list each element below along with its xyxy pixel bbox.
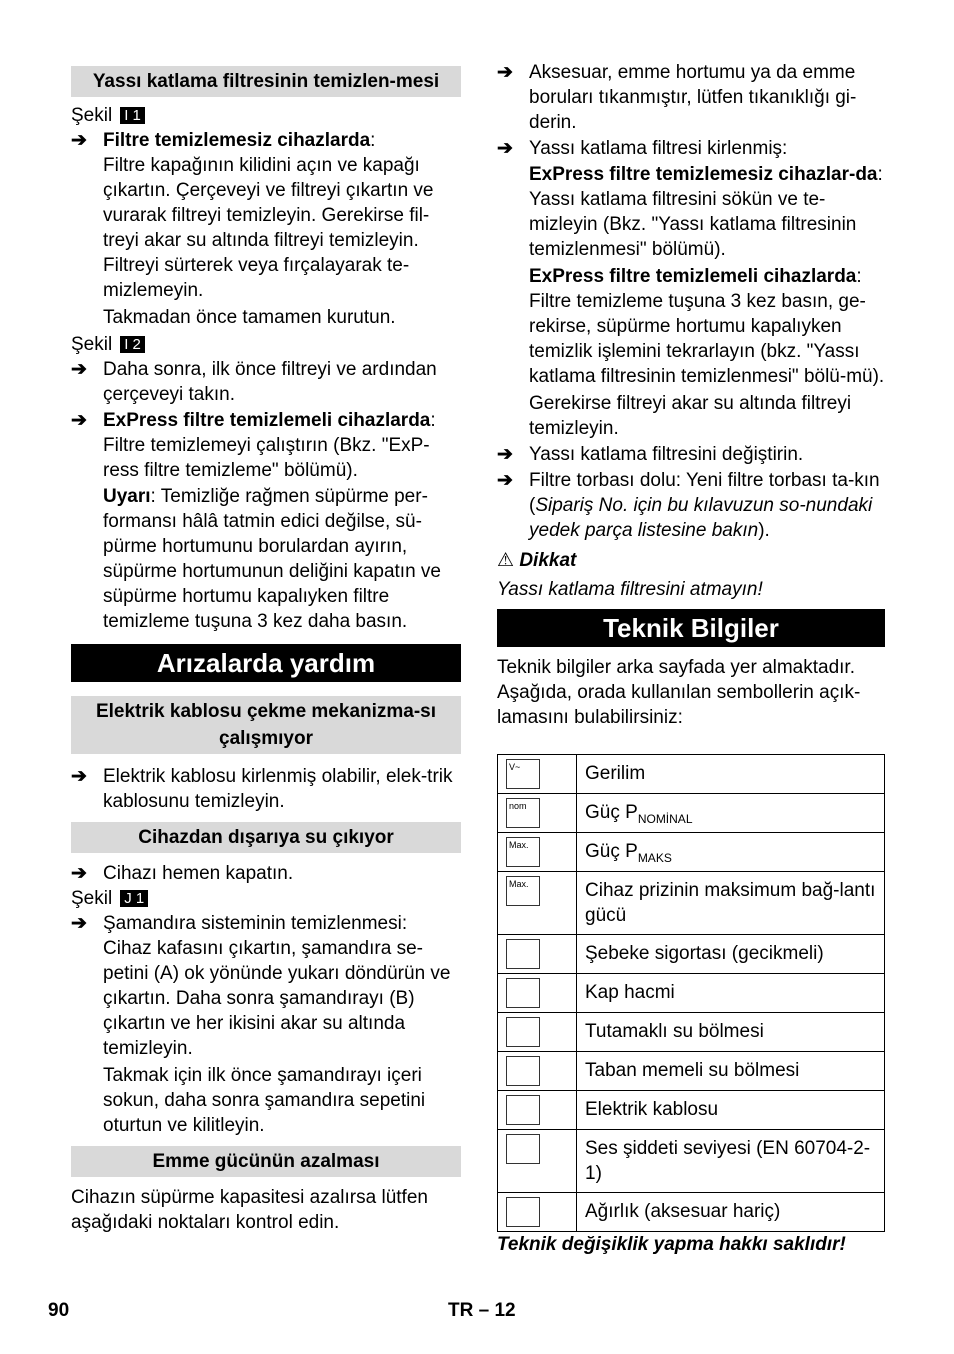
table-row	[498, 935, 885, 974]
container-icon	[506, 978, 540, 1008]
symbol-table	[497, 754, 885, 1232]
footnote	[497, 1232, 885, 1257]
list-item	[71, 911, 461, 936]
paragraph	[497, 162, 885, 262]
paragraph: Cihazın süpürme kapasitesi azalırsa lütfen aşağıdaki noktaları kontrol edin.	[71, 1187, 428, 1233]
item-bold: Filtre temizlemesiz cihazlarda	[103, 130, 371, 151]
list-item: ➔ Filtre temizlemesiz cihazlarda:	[71, 130, 376, 151]
symbol-description	[577, 1130, 885, 1193]
list-item	[71, 357, 461, 407]
arrow-right-icon: ➔	[71, 410, 87, 431]
symbol-description	[577, 755, 885, 794]
symbol-cell	[498, 755, 577, 794]
socket-max-icon	[506, 876, 540, 906]
paragraph: Teknik bilgiler arka sayfada yer almaktadır. Aşağıda, orada kullanılan sembollerin açık-lamasını bulabilirsiniz:	[497, 657, 861, 728]
arrow-right-icon: ➔	[71, 359, 87, 380]
water-floor-nozzle-icon	[506, 1056, 540, 1086]
symbol-subscript: MAKS	[637, 850, 672, 865]
warning-text: : Temizliğe rağmen süpürme per-formansı hâlâ tatmin edici değilse, sü-pürme hortumunu borulardan ayırın, süpürme hortumunun deliğini kapatın ve süpürme hortumu kapalıyken filtre temizleme tuşuna 3 kez daha basın.	[103, 486, 441, 632]
heading-suction-loss: Emme gücünün azalması	[71, 1146, 461, 1177]
symbol-cell	[498, 1091, 577, 1130]
power-nominal-icon	[506, 798, 540, 828]
item-italic: Sipariş No. için bu kılavuzun so-nundaki yedek parça listesine bakın	[529, 495, 873, 541]
arrow-right-icon: ➔	[71, 130, 87, 151]
icon-text: V~	[509, 762, 521, 772]
footnote-text: Teknik değişiklik yapma hakkı saklıdır!	[497, 1234, 846, 1255]
symbol-label: Kap hacmi	[585, 982, 675, 1003]
item-text: Aksesuar, emme hortumu ya da emme boruları tıkanmıştır, lütfen tıkanıklığı gi-derin.	[529, 62, 857, 133]
symbol-description	[577, 1091, 885, 1130]
item-text: Şamandıra sisteminin temizlenmesi:	[103, 913, 408, 934]
power-max-icon	[506, 837, 540, 867]
symbol-description	[577, 974, 885, 1013]
symbol-label: Güç P	[585, 841, 638, 862]
symbol-cell	[498, 833, 577, 872]
list-item	[497, 60, 885, 135]
item-text: Cihazı hemen kapatın.	[103, 863, 294, 884]
item-text: Elektrik kablosu kirlenmiş olabilir, elek-trik kablosunu temizleyin.	[103, 766, 453, 812]
arrow-right-icon: ➔	[71, 863, 87, 884]
paragraph: Cihaz kafasını çıkartın, şamandıra se-petini (A) ok yönünde yukarı döndürün ve çıkartın. Daha sonra şamandırayı (B) çıkartın ve her ikisini akar su altında temizleyin.	[103, 938, 451, 1059]
table-row	[498, 872, 885, 935]
paragraph: Gerekirse filtreyi akar su altında filtreyi temizleyin.	[529, 393, 852, 439]
symbol-cell	[498, 974, 577, 1013]
table-row	[498, 974, 885, 1013]
arrow-right-icon: ➔	[497, 470, 513, 491]
symbol-label: Şebeke sigortası (gecikmeli)	[585, 943, 824, 964]
item-text: : Yassı katlama filtresini sökün ve te-mizleyin (Bkz. "Yassı katlama filtresinin temizlenmesi" bölümü).	[529, 164, 883, 260]
caution-title	[497, 548, 885, 573]
symbol-description	[577, 794, 885, 833]
caution-label: Dikkat	[519, 550, 577, 571]
item-bold: ExPress filtre temizlemesiz cihazlar-da	[529, 164, 878, 185]
table-row	[498, 755, 885, 794]
symbol-label: Ses şiddeti seviyesi (EN 60704-2-1)	[585, 1138, 871, 1184]
symbol-cell	[498, 1052, 577, 1091]
right-column	[497, 60, 885, 1257]
list-item	[497, 442, 885, 467]
symbol-label: Güç P	[585, 802, 638, 823]
figure-label: Şekil	[71, 105, 113, 126]
list-item: ➔ ExPress filtre temizlemeli cihazlarda: Filtre temizlemeyi çalıştırın (Bkz. "ExP-ress filtre temizleme" bölümü).	[71, 410, 436, 481]
figure-label: Şekil	[71, 888, 113, 909]
heading-cable-rewind: Elektrik kablosu çekme mekanizma-sı çalışmıyor	[71, 696, 461, 754]
symbol-label: Tutamaklı su bölmesi	[585, 1021, 764, 1042]
symbol-description	[577, 1052, 885, 1091]
paragraph: Takmadan önce tamamen kurutun.	[103, 307, 396, 328]
figure-ref-i1	[71, 103, 461, 128]
paragraph: Takmak için ilk önce şamandırayı içeri sokun, daha sonra şamandıra sepetini oturtun ve kilitleyin.	[103, 1065, 426, 1136]
heading-water-leak: Cihazdan dışarıya su çıkıyor	[71, 822, 461, 853]
caution-message: Yassı katlama filtresini atmayın!	[497, 579, 763, 600]
list-item	[497, 136, 885, 161]
item-text: Daha sonra, ilk önce filtreyi ve ardından çerçeveyi takın.	[103, 359, 437, 405]
paragraph: Filtre kapağının kilidini açın ve kapağı çıkartın. Çerçeveyi ve filtreyi çıkartın ve vurarak filtreyi temizleyin. Gerekirse fil-treyi akar su altında filtreyi temizleyin. Filtreyi sürterek veya fırçalayarak te-mizlemeyin.	[103, 155, 434, 301]
symbol-cell	[498, 1193, 577, 1232]
symbol-label: Gerilim	[585, 763, 646, 784]
item-text: ).	[758, 520, 770, 541]
symbol-label: Elektrik kablosu	[585, 1099, 719, 1120]
symbol-cell	[498, 935, 577, 974]
figure-label: Şekil	[71, 334, 113, 355]
item-text: Yassı katlama filtresi kirlenmiş:	[529, 138, 788, 159]
symbol-cell	[498, 872, 577, 935]
fuse-icon	[506, 939, 540, 969]
item-bold: ExPress filtre temizlemeli cihazlarda	[103, 410, 431, 431]
figure-code: I 1	[120, 107, 145, 124]
arrow-right-icon: ➔	[497, 138, 513, 159]
icon-text: Max.	[509, 840, 529, 850]
table-row	[498, 1130, 885, 1193]
figure-code: I 2	[120, 336, 145, 353]
symbol-label: Taban memeli su bölmesi	[585, 1060, 800, 1081]
warning-paragraph	[71, 484, 461, 634]
symbol-description	[577, 935, 885, 974]
arrow-right-icon: ➔	[71, 766, 87, 787]
table-row	[498, 1013, 885, 1052]
symbol-description	[577, 1193, 885, 1232]
item-text: Filtre temizlemeyi çalıştırın (Bkz. "ExP-ress filtre temizleme" bölümü).	[103, 435, 430, 481]
power-cable-icon	[506, 1095, 540, 1125]
heading-technical-data: Teknik Bilgiler	[497, 609, 885, 647]
left-column	[71, 60, 461, 1235]
symbol-description	[577, 833, 885, 872]
table-row	[498, 833, 885, 872]
list-item	[71, 861, 461, 886]
arrow-right-icon: ➔	[497, 62, 513, 83]
figure-ref-j1	[71, 886, 461, 911]
symbol-description	[577, 872, 885, 935]
symbol-label: Ağırlık (aksesuar hariç)	[585, 1201, 781, 1222]
caution-text	[497, 577, 885, 602]
symbol-cell	[498, 794, 577, 833]
table-row	[498, 794, 885, 833]
paragraph: ExPress filtre temizlemeli cihazlarda: Filtre temizleme tuşuna 3 kez basın, ge-rekirse, süpürme hortumu kapalıyken temizlik işlemini tekrarlayın (bkz. "Yassı katlama filtresinin temizlenmesi" bölü-mü).	[529, 266, 885, 387]
page-number: 90	[48, 1300, 70, 1321]
table-row	[498, 1091, 885, 1130]
figure-ref-i2	[71, 332, 461, 357]
arrow-right-icon: ➔	[497, 444, 513, 465]
voltage-icon	[506, 759, 540, 789]
item-text: Filtre torbası dolu: Yeni filtre torbası ta-kın (	[529, 470, 880, 516]
symbol-subscript: NOMİNAL	[637, 811, 693, 826]
item-text: Filtre temizleme tuşuna 3 kez basın, ge-rekirse, süpürme hortumu kapalıyken temizlik işlemini tekrarlayın (bkz. "Yassı katlama filtresinin temizlenmesi" bölü-mü).	[529, 291, 885, 387]
symbol-label: Cihaz prizinin maksimum bağ-lantı gücü	[585, 880, 876, 926]
item-bold: ExPress filtre temizlemeli cihazlarda	[529, 266, 857, 287]
list-item	[497, 468, 885, 543]
item-text: Yassı katlama filtresini değiştirin.	[529, 444, 804, 465]
water-handle-icon	[506, 1017, 540, 1047]
page-code: TR – 12	[448, 1300, 516, 1321]
icon-text: Max.	[509, 879, 529, 889]
symbol-cell	[498, 1130, 577, 1193]
icon-text: nom	[509, 801, 527, 811]
heading-filter-cleaning: Yassı katlama filtresinin temizlen-mesi	[71, 66, 461, 97]
symbol-cell	[498, 1013, 577, 1052]
warning-label: Uyarı	[103, 486, 151, 507]
table-row	[498, 1052, 885, 1091]
warning-triangle-icon: ⚠	[497, 550, 515, 571]
sound-level-icon	[506, 1134, 540, 1164]
figure-code: J 1	[120, 890, 148, 907]
heading-troubleshooting: Arızalarda yardım	[71, 644, 461, 682]
table-row	[498, 1193, 885, 1232]
weight-icon	[506, 1197, 540, 1227]
list-item	[71, 764, 461, 814]
symbol-description	[577, 1013, 885, 1052]
arrow-right-icon: ➔	[71, 913, 87, 934]
